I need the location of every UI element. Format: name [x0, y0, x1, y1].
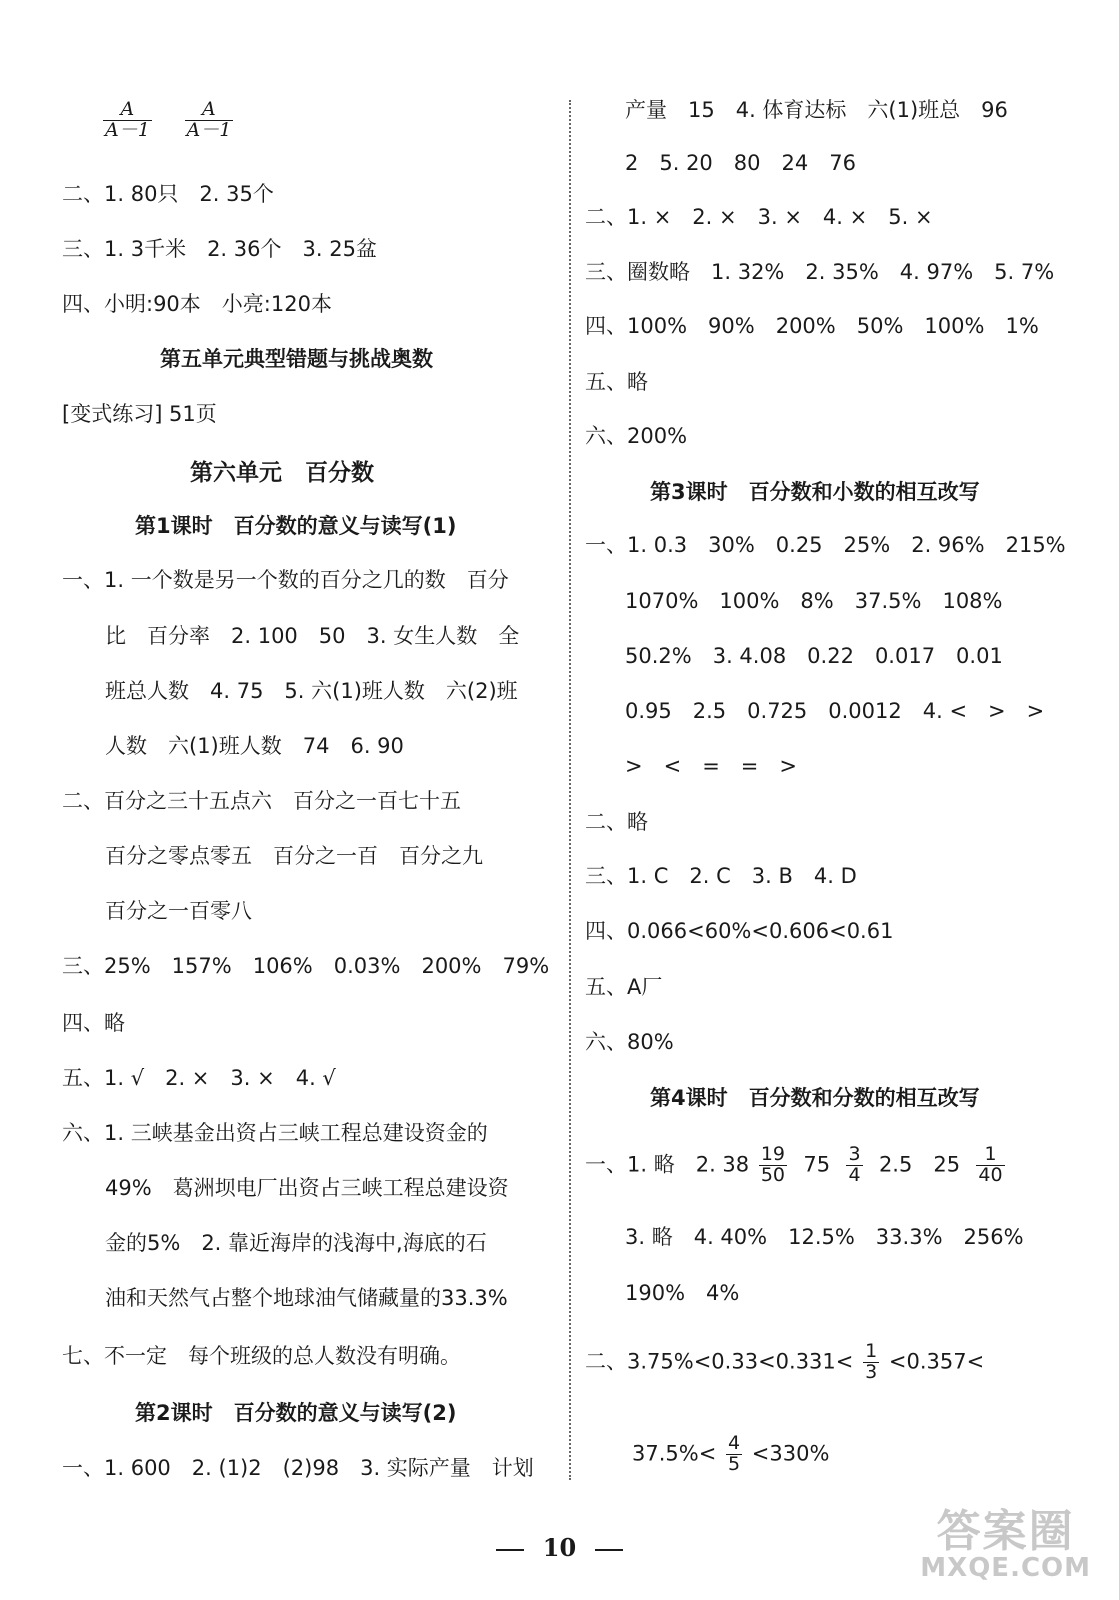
answer-line: 百分之零点零五 百分之一百 百分之九 [105, 844, 483, 868]
answer-line: 1070% 100% 8% 37.5% 108% [625, 589, 1003, 613]
answer-line: 一、1. 600 2. (1)2 (2)98 3. 实际产量 计划 [62, 1456, 534, 1480]
lesson-heading: 第1课时 百分数的意义与读写(1) [135, 514, 457, 538]
answer-line: 人数 六(1)班人数 74 6. 90 [105, 734, 404, 758]
answer-line-with-fractions: 二、3.75%<0.33<0.331< $\frac{1}{3}$ <0.357< [585, 1340, 985, 1383]
dash-right [595, 1549, 623, 1551]
answer-line: 一、1. 一个数是另一个数的百分之几的数 百分 [62, 568, 509, 592]
answer-line: 比 百分率 2. 100 50 3. 女生人数 全 [105, 624, 520, 648]
unit-heading: 第六单元 百分数 [190, 460, 374, 486]
answer-line: 六、80% [585, 1030, 674, 1054]
answer-line: 四、略 [62, 1011, 125, 1035]
answer-line-with-fractions: 一、1. 略 2. 38 $\frac{19}{50}$ 75 $\frac{3}{4}$ 2.5 25 $\frac{1}{40}$ [585, 1143, 1003, 1186]
answer-line: 四、100% 90% 200% 50% 100% 1% [585, 314, 1039, 338]
answer-line: 190% 4% [625, 1281, 740, 1305]
watermark-logo: 答案圈 MXQE.COM [920, 1505, 1091, 1583]
answer-line: 二、略 [585, 810, 648, 834]
answer-line: 三、1. C 2. C 3. B 4. D [585, 864, 857, 888]
answer-line: 五、略 [585, 370, 648, 394]
column-divider [569, 100, 571, 1480]
answer-line: 五、1. √ 2. × 3. × 4. √ [62, 1066, 336, 1090]
answer-line: 49% 葛洲坝电厂出资占三峡工程总建设资 [105, 1176, 509, 1200]
answer-line: 3. 略 4. 40% 12.5% 33.3% 256% [625, 1225, 1024, 1249]
answer-line: 七、不一定 每个班级的总人数没有明确。 [62, 1344, 461, 1368]
answer-line-with-fractions: 37.5%< $\frac{4}{5}$ <330% [632, 1432, 830, 1475]
answer-line: 四、小明:90本 小亮:120本 [62, 292, 332, 316]
answer-line: [变式练习] 51页 [62, 402, 217, 426]
answer-line: 六、200% [585, 424, 688, 448]
answer-line: 产量 15 4. 体育达标 六(1)班总 96 [625, 98, 1008, 122]
lesson-heading: 第2课时 百分数的意义与读写(2) [135, 1401, 457, 1425]
answer-line: 五、A厂 [585, 975, 663, 999]
section-heading: 第五单元典型错题与挑战奥数 [160, 347, 433, 371]
dash-left [496, 1549, 524, 1551]
answer-line: 六、1. 三峡基金出资占三峡工程总建设资金的 [62, 1121, 488, 1145]
fraction: $\frac{1}{40}$ [978, 1143, 1003, 1186]
answer-line: 2 5. 20 80 24 76 [625, 151, 856, 175]
fraction: $\frac{19}{50}$ [760, 1143, 786, 1186]
answer-line: 三、25% 157% 106% 0.03% 200% 79% [62, 954, 550, 978]
fraction: $\frac{1}{3}$ [865, 1340, 878, 1383]
answer-line: > < = = > [625, 754, 797, 778]
answer-line: 四、0.066<60%<0.606<0.61 [585, 919, 894, 943]
answer-line: 油和天然气占整个地球油气储藏量的33.3% [105, 1286, 508, 1310]
lesson-heading: 第3课时 百分数和小数的相互改写 [650, 480, 980, 504]
answer-line: 三、1. 3千米 2. 36个 3. 25盆 [62, 237, 377, 261]
answer-line: 班总人数 4. 75 5. 六(1)班人数 六(2)班 [105, 679, 518, 703]
lesson-heading: 第4课时 百分数和分数的相互改写 [650, 1086, 980, 1110]
page-number: 10 [0, 1533, 1119, 1562]
answer-line: 二、1. 80只 2. 35个 [62, 182, 274, 206]
fraction: $\frac{A}{A-1}$ [105, 98, 150, 141]
answer-line: 0.95 2.5 0.725 0.0012 4. < > > [625, 699, 1045, 723]
answer-line: 三、圈数略 1. 32% 2. 35% 4. 97% 5. 7% [585, 260, 1055, 284]
answer-line: 一、1. 0.3 30% 0.25 25% 2. 96% 215% [585, 533, 1066, 557]
fraction: $\frac{3}{4}$ [848, 1143, 861, 1186]
answer-line: 金的5% 2. 靠近海岸的浅海中,海底的石 [105, 1231, 487, 1255]
fraction: $\frac{A}{A-1}$ [186, 98, 232, 141]
answer-line: 50.2% 3. 4.08 0.22 0.017 0.01 [625, 644, 1003, 668]
answer-line: 百分之一百零八 [105, 899, 252, 923]
answer-line: 二、百分之三十五点六 百分之一百七十五 [62, 789, 461, 813]
fraction-pair [100, 100, 236, 141]
answer-line: 二、1. × 2. × 3. × 4. × 5. × [585, 205, 933, 229]
fraction: $\frac{4}{5}$ [728, 1432, 741, 1475]
